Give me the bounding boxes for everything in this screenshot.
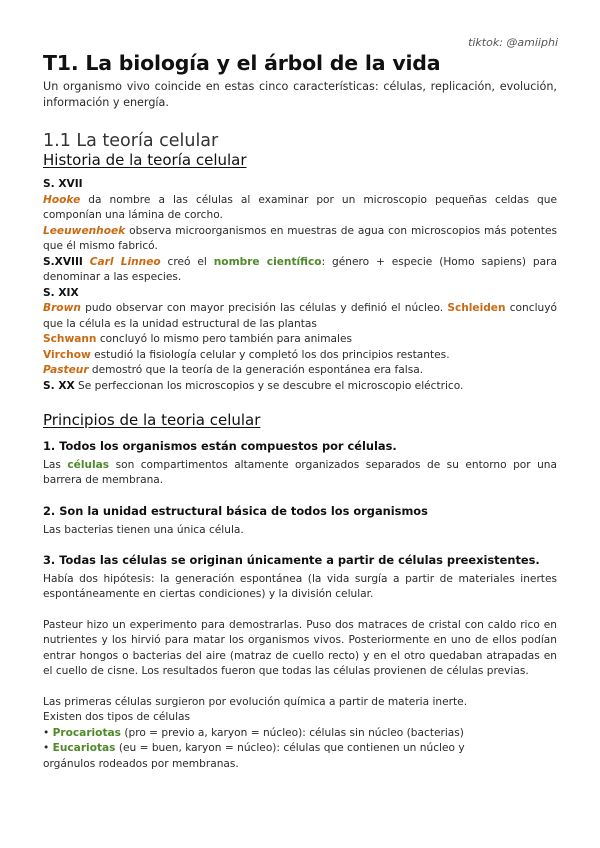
prokaryote-item	[43, 726, 557, 742]
leeuwenhoek-text: observa microorganismos en muestras de agua con microscopios más potentes que él mismo fabricó.	[43, 224, 557, 252]
intro-paragraph: Un organismo vivo coincide en estas cinco características: células, replicación, evolución, información y energía.	[43, 80, 557, 109]
linneo-text-1: creó el	[160, 255, 214, 268]
tiktok-credit: tiktok: @amiiphi	[468, 36, 558, 49]
pasteur-text: demostró que la teoría de la generación espontánea era falsa.	[88, 364, 424, 376]
pasteur-entry	[43, 363, 557, 379]
hooke-name: Hooke	[43, 193, 81, 206]
principle-3-title: 3. Todas las células se originan únicamente a partir de células preexistentes.	[43, 553, 540, 567]
celulas-term: células	[67, 458, 110, 471]
principle-1-title: 1. Todos los organismos están compuestos por células.	[43, 439, 397, 453]
principle-3-hypotheses: Había dos hipótesis: la generación espontánea (la vida surgía a partir de materiales inertes espontáneamente en ciertas condiciones) y la división celular.	[43, 572, 557, 600]
hooke-entry	[43, 193, 557, 224]
history-heading: Historia de la teoría celular	[43, 151, 247, 169]
linneo-text-2: : género + especie (Homo sapiens) para denominar a las especies.	[43, 255, 557, 283]
eukaryote-item-cont: orgánulos rodeados por membranas.	[43, 757, 239, 770]
cell-types-intro: Existen dos tipos de células	[43, 711, 191, 723]
brown-entry	[43, 301, 557, 332]
century-20: S. XX	[43, 379, 75, 392]
bullet: •	[43, 726, 50, 739]
eukaryote-item	[43, 741, 557, 757]
brown-name: Brown	[43, 302, 81, 314]
schleiden-name: Schleiden	[447, 302, 506, 314]
virchow-entry	[43, 348, 557, 364]
century-18: S.XVIII	[43, 255, 83, 268]
s20-text: Se perfeccionan los microscopios y se descubre el microscopio eléctrico.	[74, 379, 464, 392]
principle-2-title: 2. Son la unidad estructural básica de todos los organismos	[43, 504, 428, 518]
s20-entry	[43, 379, 557, 395]
page-title: T1. La biología y el árbol de la vida	[43, 51, 441, 75]
pasteur-name: Pasteur	[43, 364, 89, 376]
pasteur-experiment: Pasteur hizo un experimento para demostrarlas. Puso dos matraces de cristal con caldo rico en nutrientes y los hirvió para matar los organismos vivos. Posteriormente en uno de ellos podían entrar hongos o bacterias del aire (matraz de cuello recto) y en el otro quedaban atrapadas en el cuello de cisne. Los resultados fueron que todas las células provienen de células previas.	[43, 618, 557, 677]
principle-2-text: Las bacterias tienen una única célula.	[43, 523, 244, 536]
brown-text: pudo observar con mayor precisión las células y definió el núcleo.	[80, 302, 448, 314]
linneo-name: Carl Linneo	[89, 255, 161, 268]
nombre-cientifico-term: nombre científico	[213, 255, 322, 268]
p1-text-a: Las	[43, 458, 68, 471]
schwann-name: Schwann	[43, 333, 97, 345]
principle-1-text	[43, 458, 557, 489]
schwann-text: concluyó lo mismo pero también para animales	[96, 333, 353, 345]
schleiden-text: concluyó que la célula es la unidad estructural de las plantas	[43, 302, 557, 330]
linneo-entry	[43, 255, 557, 286]
procariotas-term: Procariotas	[52, 726, 121, 739]
bullet: •	[43, 742, 50, 754]
virchow-text: estudió la fisiología celular y completó los dos principios restantes.	[90, 348, 450, 361]
principle-3	[43, 553, 557, 772]
history-block	[43, 177, 557, 394]
principle-1	[43, 439, 557, 489]
prok-text: (pro = previo a, karyon = núcleo): células sin núcleo (bacterias)	[120, 726, 464, 739]
principles-heading: Principios de la teoria celular	[43, 411, 261, 429]
principle-2	[43, 504, 557, 538]
leeuwenhoek-entry	[43, 224, 557, 255]
century-17: S. XVII	[43, 178, 83, 190]
virchow-name: Virchow	[43, 348, 91, 361]
euk-text-1: (eu = buen, karyon = núcleo): células que contienen un núcleo y	[115, 742, 465, 754]
eucariotas-term: Eucariotas	[52, 742, 116, 754]
leeuwenhoek-name: Leeuwenhoek	[43, 224, 126, 237]
chemical-evolution: Las primeras células surgieron por evolución química a partir de materia inerte.	[43, 695, 468, 708]
century-19: S. XIX	[43, 286, 79, 299]
schwann-entry	[43, 332, 557, 348]
section-heading: 1.1 La teoría celular	[43, 131, 219, 151]
hooke-text: da nombre a las células al examinar por un microscopio pequeñas celdas que componían una lámina de corcho.	[43, 193, 557, 221]
p1-text-b: son compartimentos altamente organizados separados de su entorno por una barrera de membrana.	[43, 458, 557, 486]
